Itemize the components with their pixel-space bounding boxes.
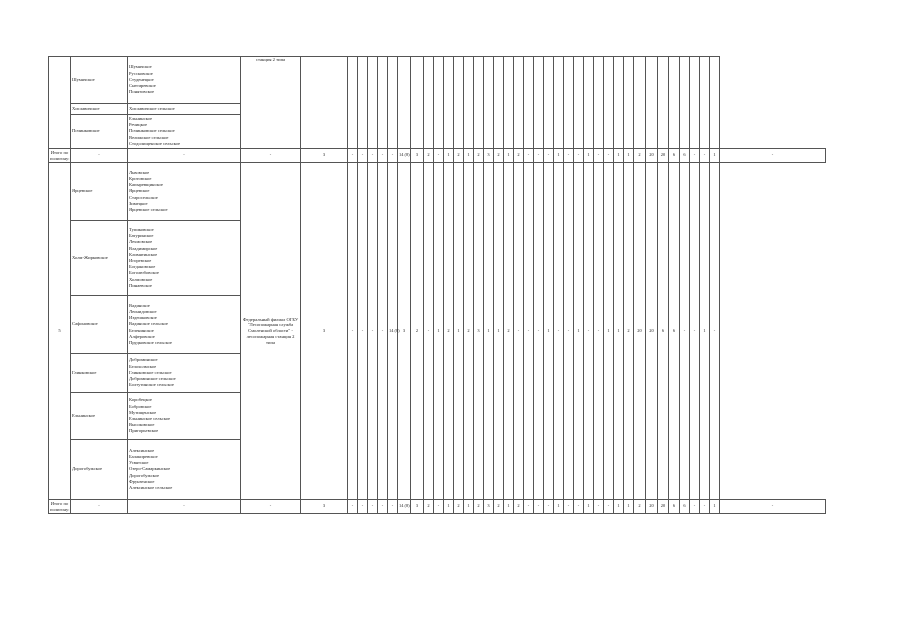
total-value: - [524, 500, 534, 514]
empty-cell [669, 57, 680, 149]
empty-cell [554, 57, 564, 149]
total-value: 1 [614, 500, 624, 514]
polygon-value: 1 [700, 163, 710, 500]
settlement-name: Пригорьевское [129, 428, 159, 434]
empty-cell [624, 57, 634, 149]
empty-cell [434, 57, 444, 149]
settlement-name: Болтутинское сельское [129, 382, 174, 388]
total-value: - [388, 149, 398, 163]
total-value: - [241, 500, 301, 514]
total-value: 6 [669, 149, 680, 163]
total-value: - [388, 500, 398, 514]
total-value: - [378, 500, 388, 514]
empty-cell [444, 57, 454, 149]
polygon-value: 1 [574, 163, 584, 500]
settlement-name: Боголюбовское [129, 270, 159, 276]
empty-cell [634, 57, 646, 149]
polygon-value: 3 [398, 163, 411, 500]
total-value: 6 [680, 149, 690, 163]
polygon-value: - [594, 163, 604, 500]
polygon-value: - [514, 163, 524, 500]
empty-cell [494, 57, 504, 149]
total-value: - [604, 500, 614, 514]
settlement-name: Студенецкое [129, 76, 154, 82]
district-name: Дорогобужское [71, 440, 128, 500]
organization: станция 2 типа [241, 57, 301, 149]
settlement-name: Велижское сельское [129, 134, 169, 140]
settlement-name: Руссковское [129, 70, 153, 76]
total-value: 1 [444, 149, 454, 163]
settlement-name: Глинковское сельское [129, 369, 172, 375]
total-value: 2 [514, 500, 524, 514]
settlement-list [128, 393, 241, 440]
empty-cell [680, 57, 690, 149]
settlement-name: Кротовское [129, 175, 152, 181]
polygon-value: - [424, 163, 434, 500]
polygon-value: 1 [484, 163, 494, 500]
settlement-name: Мутищенское [129, 409, 157, 415]
polygon-value: - [710, 163, 720, 500]
polygon-value: 3 [474, 163, 484, 500]
polygon-value: - [348, 163, 358, 500]
total-value: 14 (8) [398, 500, 411, 514]
total-value: - [690, 149, 700, 163]
total-value: 6 [680, 500, 690, 514]
total-row [49, 149, 826, 163]
settlement-name: Хиславичское сельское [129, 105, 175, 111]
empty-cell [368, 57, 378, 149]
total-value: 2 [514, 149, 524, 163]
empty-cell [411, 57, 424, 149]
settlement-name: Богдановское [129, 264, 156, 270]
settlement-name: Холмовское [129, 276, 153, 282]
empty-cell [534, 57, 544, 149]
settlement-name: Стодолищенское сельское [129, 140, 181, 146]
empty-cell [398, 57, 411, 149]
row-number: 5 [49, 163, 71, 500]
settlement-name: Алферовское [129, 333, 155, 339]
empty-cell [424, 57, 434, 149]
empty-cell [504, 57, 514, 149]
polygon-value: - [534, 163, 544, 500]
empty-cell [604, 57, 614, 149]
settlement-name: Починковское сельское [129, 128, 175, 134]
polygon-value: 1 [494, 163, 504, 500]
settlement-name: Ярцевское сельское [129, 207, 168, 212]
empty-cell [484, 57, 494, 149]
data-table [48, 56, 826, 534]
settlement-name: Озеро-Самаркинское [129, 466, 171, 472]
settlement-list [128, 221, 241, 296]
district-name: Ельнинское [71, 393, 128, 440]
settlement-list [128, 104, 241, 115]
district-name: Ярцевское [71, 163, 128, 221]
total-value: 3 [411, 500, 424, 514]
settlement-name: Издешковское [129, 315, 157, 321]
total-value: 1 [554, 500, 564, 514]
settlement-name: Ельнинское [129, 115, 152, 121]
settlement-name: Батуринское [129, 233, 154, 239]
total-value: - [720, 500, 826, 514]
total-value: 3 [301, 500, 348, 514]
district-name: Шумячское [71, 57, 128, 104]
settlement-list [128, 163, 241, 221]
total-value: - [71, 500, 128, 514]
total-value: 1 [444, 500, 454, 514]
total-value: 20 [646, 149, 658, 163]
settlement-name: Фрунзенское [129, 478, 155, 484]
total-value: - [368, 500, 378, 514]
empty-cell [301, 57, 348, 149]
total-value: 3 [301, 149, 348, 163]
total-value: - [358, 500, 368, 514]
polygon-value: 1 [614, 163, 624, 500]
total-value: 2 [474, 149, 484, 163]
total-value: 20 [658, 149, 669, 163]
total-value: 1 [614, 149, 624, 163]
total-value: - [544, 149, 554, 163]
empty-cell [594, 57, 604, 149]
total-value: 3 [484, 500, 494, 514]
total-value: - [348, 149, 358, 163]
settlement-name: Прудковское сельское [129, 340, 172, 345]
settlement-name: Алексинское [129, 447, 155, 453]
total-value: - [700, 500, 710, 514]
polygon-value: 14 (8) [388, 163, 398, 500]
polygon-value: 2 [504, 163, 514, 500]
total-value: - [358, 149, 368, 163]
settlement-name: Речицкое [129, 122, 148, 128]
district-name: Сафоновское [71, 296, 128, 354]
total-value: 3 [411, 149, 424, 163]
settlement-list [128, 296, 241, 354]
empty-cell [658, 57, 669, 149]
total-value: 2 [634, 149, 646, 163]
empty-cell [614, 57, 624, 149]
total-value: 2 [454, 149, 464, 163]
settlement-name: Капыревщинское [129, 182, 163, 188]
settlement-name: Игоревское [129, 258, 152, 263]
total-value: 1 [624, 149, 634, 163]
settlement-name: Вадинское сельское [129, 321, 168, 327]
polygon-value: 2 [444, 163, 454, 500]
settlement-name: Доброминское [129, 357, 158, 363]
empty-cell [584, 57, 594, 149]
table-row [49, 163, 826, 221]
total-value: 1 [504, 149, 514, 163]
polygon-value: 1 [604, 163, 614, 500]
total-value: 1 [624, 500, 634, 514]
polygon-table [48, 56, 826, 514]
polygon-value: 2 [464, 163, 474, 500]
total-value: 14 (8) [398, 149, 411, 163]
polygon-value: - [378, 163, 388, 500]
settlement-name: Климятинское [129, 251, 158, 257]
total-value: - [564, 149, 574, 163]
settlement-name: Ярцевское [129, 188, 150, 194]
settlement-list [128, 115, 241, 149]
settlement-name: Дорогобужское [129, 472, 160, 478]
organization: Федеральный филиал ОГБУ "Лесопожарная служба Смоленской области" - лесопожарная станция 2 типа [241, 163, 301, 500]
total-value: - [524, 149, 534, 163]
total-row [49, 500, 826, 514]
total-value: - [378, 149, 388, 163]
total-value: 2 [494, 500, 504, 514]
total-value: - [690, 500, 700, 514]
total-value: 2 [454, 500, 464, 514]
total-value: 20 [646, 500, 658, 514]
row-number [49, 57, 71, 149]
total-value: - [594, 149, 604, 163]
district-name: Хиславичское [71, 104, 128, 115]
empty-cell [388, 57, 398, 149]
empty-cell [544, 57, 554, 149]
settlement-name: Алексинское сельское [129, 485, 173, 490]
settlement-name: Тупиковское [129, 226, 154, 232]
total-value: 1 [584, 149, 594, 163]
settlement-name: Ельнинское сельское [129, 416, 171, 421]
settlement-name: Балакиревское [129, 453, 158, 459]
polygon-value: 2 [411, 163, 424, 500]
settlement-name: Бобровское [129, 403, 152, 409]
total-value: - [564, 500, 574, 514]
polygon-value: 2 [624, 163, 634, 500]
total-value: 6 [669, 500, 680, 514]
total-value: 1 [710, 149, 720, 163]
polygon-value: 6 [669, 163, 680, 500]
settlement-name: Усвятское [129, 460, 149, 466]
polygon-value: 1 [454, 163, 464, 500]
total-value: 1 [464, 149, 474, 163]
settlement-name: Шумячское [129, 64, 152, 70]
polygon-value: - [564, 163, 574, 500]
settlement-name: Высоковское [129, 422, 155, 428]
empty-cell [564, 57, 574, 149]
settlement-name: Зимецкое [129, 200, 148, 206]
total-value: - [434, 149, 444, 163]
total-value: - [700, 149, 710, 163]
total-value: - [368, 149, 378, 163]
polygon-value: - [690, 163, 700, 500]
district-name: Холм-Жирковское [71, 221, 128, 296]
total-value: - [604, 149, 614, 163]
total-value: 2 [424, 500, 434, 514]
total-value: - [574, 500, 584, 514]
total-value: - [534, 500, 544, 514]
empty-cell [700, 57, 710, 149]
polygon-value: - [554, 163, 564, 500]
settlement-name: Леонидовское [129, 308, 157, 314]
total-value: - [71, 149, 128, 163]
district-name: Глинковское [71, 354, 128, 393]
total-value: 2 [634, 500, 646, 514]
settlement-name: Коробецкое [129, 397, 152, 403]
total-value: 2 [474, 500, 484, 514]
total-label: Итого по полигону: [50, 149, 70, 161]
total-value: - [594, 500, 604, 514]
empty-cell [474, 57, 484, 149]
total-value: 1 [584, 500, 594, 514]
settlement-name: Доброминское сельское [129, 376, 176, 382]
empty-cell [574, 57, 584, 149]
total-value: 1 [710, 500, 720, 514]
total-value: - [574, 149, 584, 163]
empty-cell [358, 57, 368, 149]
empty-cell [514, 57, 524, 149]
total-label: Итого по полигону: [50, 500, 70, 512]
polygon-value: 6 [658, 163, 669, 500]
settlement-name: Беленинское [129, 327, 154, 333]
settlement-name: Владимирское [129, 245, 158, 251]
empty-cell [646, 57, 658, 149]
empty-cell [454, 57, 464, 149]
empty-cell [524, 57, 534, 149]
empty-cell [464, 57, 474, 149]
settlement-name: Снегиревское [129, 83, 156, 89]
empty-cell [378, 57, 388, 149]
total-value: 1 [504, 500, 514, 514]
settlement-list [128, 440, 241, 500]
total-value: - [544, 500, 554, 514]
total-value: 1 [554, 149, 564, 163]
table-row [49, 57, 826, 104]
total-value: - [128, 500, 241, 514]
total-value: - [720, 149, 826, 163]
polygon-value: 1 [544, 163, 554, 500]
total-value: 2 [494, 149, 504, 163]
total-value: 20 [658, 500, 669, 514]
polygon-value: 1 [434, 163, 444, 500]
polygon-value: 3 [301, 163, 348, 500]
district-name: Починковское [71, 115, 128, 149]
empty-cell [348, 57, 358, 149]
total-value: - [434, 500, 444, 514]
settlement-name: Старосельское [129, 194, 158, 200]
empty-cell [690, 57, 700, 149]
polygon-value: - [584, 163, 594, 500]
settlement-name: Понятовское [129, 89, 155, 95]
total-value: 2 [424, 149, 434, 163]
polygon-value: 20 [634, 163, 646, 500]
polygon-value: 20 [646, 163, 658, 500]
settlement-list [128, 57, 241, 104]
total-value: - [128, 149, 241, 163]
settlement-name: Лехмовское [129, 239, 153, 245]
total-value: - [348, 500, 358, 514]
settlement-list [128, 354, 241, 393]
total-value: - [534, 149, 544, 163]
empty-cell [710, 57, 720, 149]
polygon-value: - [524, 163, 534, 500]
polygon-value: - [368, 163, 378, 500]
total-value: - [241, 149, 301, 163]
settlement-name: Львовское [129, 169, 150, 175]
settlement-name: Пинаевское [129, 282, 152, 288]
total-value: 3 [484, 149, 494, 163]
settlement-name: Белохолмское [129, 363, 157, 369]
settlement-name: Вадинское [129, 302, 150, 308]
polygon-value: - [358, 163, 368, 500]
total-value: 1 [464, 500, 474, 514]
polygon-value: - [680, 163, 690, 500]
